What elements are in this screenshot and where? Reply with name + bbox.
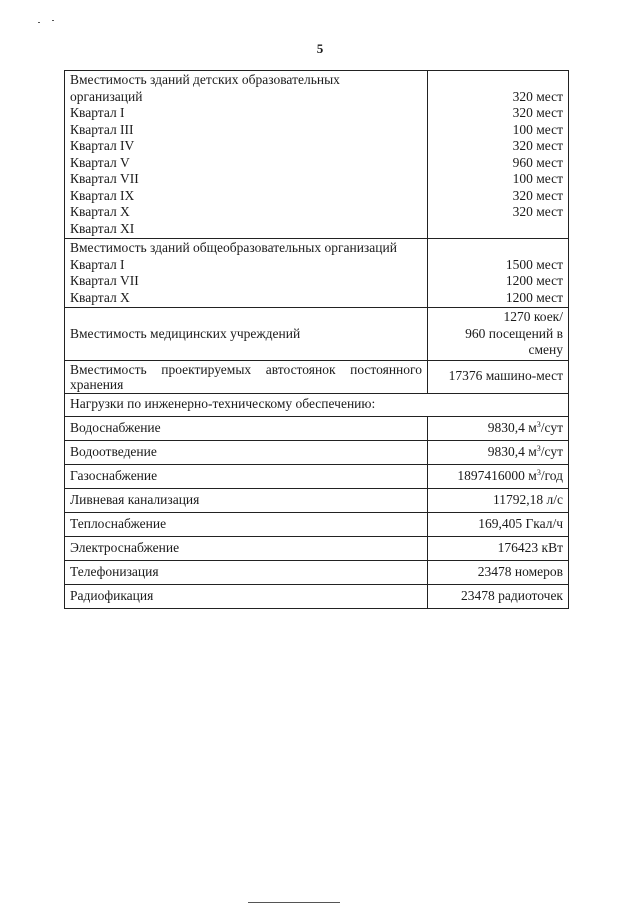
parking-label-text: Вместимость проектируемых автостоянок постоянного хранения <box>70 361 422 392</box>
children-item-label: Квартал IV <box>70 138 135 153</box>
table-row <box>65 536 569 560</box>
table-row <box>65 560 569 584</box>
engineering-item-label: Водоснабжение <box>65 416 428 440</box>
specifications-table <box>64 70 569 609</box>
children-item-label: Квартал III <box>70 121 134 137</box>
children-item-value: 320 мест <box>512 105 563 120</box>
engineering-item-label: Телефонизация <box>65 560 428 584</box>
children-facilities-heading-line-1: Вместимость зданий детских образовательных <box>70 72 340 87</box>
schools-item-label: Квартал VII <box>70 273 139 288</box>
table-row-parking <box>65 360 569 393</box>
page-number: 5 <box>316 41 324 56</box>
children-item-label: Квартал I <box>70 105 125 120</box>
medical-value-line: 960 посещений в <box>465 325 563 341</box>
engineering-item-label: Водоотведение <box>65 440 428 464</box>
table-row <box>65 584 569 608</box>
engineering-item-label: Теплоснабжение <box>65 512 428 536</box>
schools-item-value: 1200 мест <box>505 273 563 288</box>
children-item-label: Квартал IX <box>70 187 135 203</box>
table-row-children-facilities <box>65 71 569 239</box>
parking-label <box>65 360 428 393</box>
children-facilities-values <box>428 71 569 239</box>
children-item-value: 320 мест <box>512 204 563 219</box>
medical-value <box>428 308 569 361</box>
medical-value-line: 1270 коек/ <box>503 309 563 324</box>
medical-label: Вместимость медицинских учреждений <box>65 308 428 361</box>
scan-speck <box>38 22 40 23</box>
schools-values <box>428 239 569 308</box>
children-item-value: 320 мест <box>512 88 563 104</box>
schools-item-value: 1500 мест <box>505 256 563 272</box>
engineering-item-value: 9830,4 $м^3$/сут <box>428 440 569 464</box>
table-row <box>65 440 569 464</box>
engineering-item-value: 23478 радиоточек <box>428 584 569 608</box>
children-item-value: 960 мест <box>512 154 563 170</box>
schools-item-label: Квартал X <box>70 289 130 305</box>
table-row <box>65 416 569 440</box>
children-facilities-labels <box>65 71 428 239</box>
table-row <box>65 488 569 512</box>
engineering-item-label: Газоснабжение <box>65 464 428 488</box>
parking-value: 17376 машино-мест <box>428 360 569 393</box>
table-row-schools <box>65 239 569 308</box>
engineering-item-value: 1897416000 $м^3$/год <box>428 464 569 488</box>
table-row <box>65 464 569 488</box>
table-row-engineering-heading <box>65 393 569 416</box>
table-row-medical <box>65 308 569 361</box>
schools-item-value: 1200 мест <box>505 289 563 305</box>
children-item-value: 100 мест <box>512 171 563 186</box>
scan-speck <box>52 20 54 21</box>
engineering-heading: Нагрузки по инженерно-техническому обеспечению: <box>65 393 569 416</box>
engineering-item-label: Электроснабжение <box>65 536 428 560</box>
schools-heading: Вместимость зданий общеобразовательных организаций <box>70 240 397 255</box>
children-item-value: 320 мест <box>512 138 563 153</box>
children-item-value: 100 мест <box>512 121 563 137</box>
medical-value-line: смену <box>528 342 563 357</box>
children-item-label: Квартал X <box>70 204 130 219</box>
children-item-label: Квартал V <box>70 154 130 170</box>
engineering-item-value: 11792,18 л/с <box>428 488 569 512</box>
engineering-item-label: Радиофикация <box>65 584 428 608</box>
schools-labels <box>65 239 428 308</box>
engineering-item-value: 176423 кВт <box>428 536 569 560</box>
scan-line-bottom <box>248 902 340 903</box>
children-item-value: 320 мест <box>512 187 563 203</box>
children-item-label: Квартал VII <box>70 171 139 186</box>
children-facilities-heading-line-2: организаций <box>70 88 143 104</box>
engineering-item-label: Ливневая канализация <box>65 488 428 512</box>
table-row <box>65 512 569 536</box>
engineering-item-value: 9830,4 $м^3$/сут <box>428 416 569 440</box>
children-item-label: Квартал XI <box>70 220 135 236</box>
schools-item-label: Квартал I <box>70 256 125 272</box>
engineering-item-value: 23478 номеров <box>428 560 569 584</box>
engineering-item-value: 169,405 Гкал/ч <box>428 512 569 536</box>
